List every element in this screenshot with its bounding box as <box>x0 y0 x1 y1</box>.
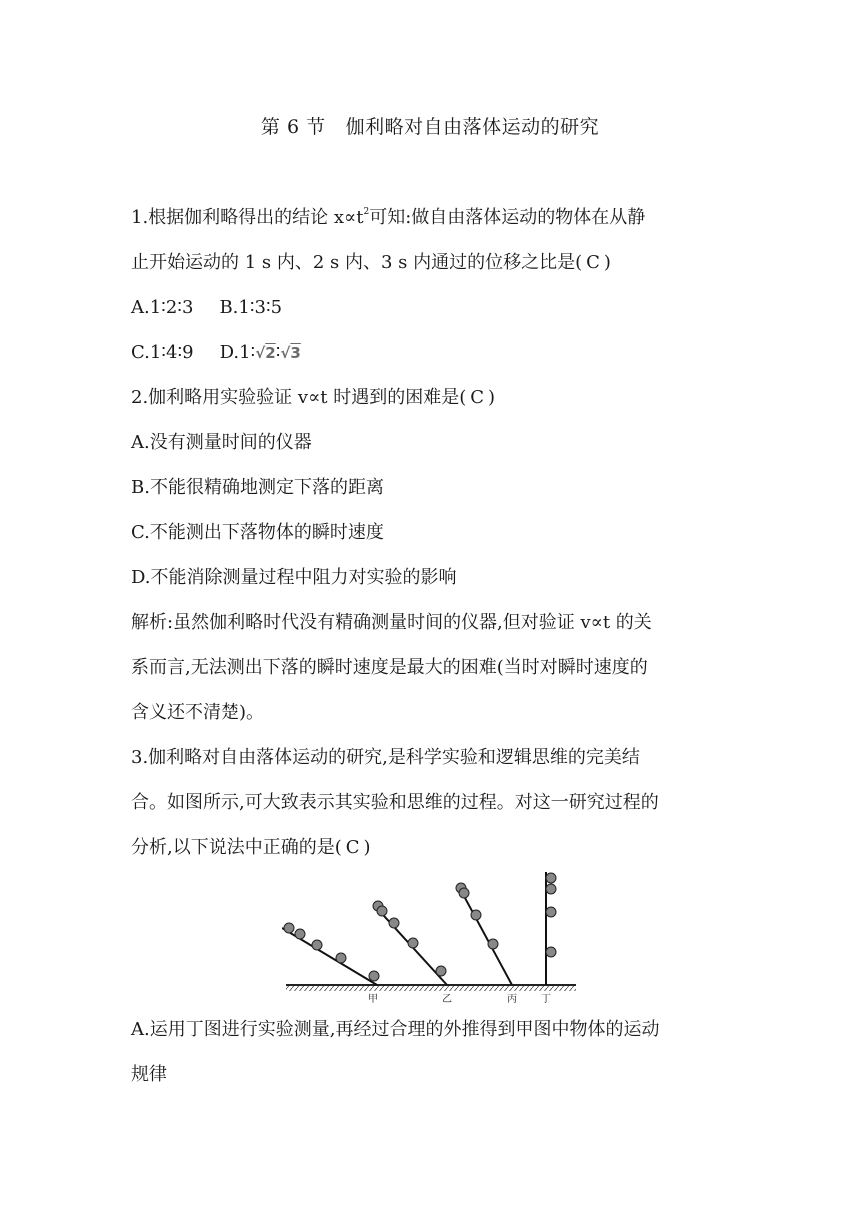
q1-option-a: A.1∶2∶3 <box>131 297 194 318</box>
incline-bing <box>458 885 512 985</box>
q2-analysis-line2: 系而言,无法测出下落的瞬时速度是最大的困难(当时对瞬时速度的 <box>131 657 648 678</box>
section-number: 第 6 节 <box>260 116 326 138</box>
q1-options-ab <box>131 296 282 320</box>
ball <box>471 910 481 920</box>
inclined-plane-figure <box>282 868 582 1008</box>
q2-option-d: D.不能消除测量过程中阻力对实验的影响 <box>131 567 457 588</box>
sqrt3-symbol: √3 <box>280 344 301 362</box>
ball <box>312 940 322 950</box>
q3-answer: C <box>345 837 360 858</box>
balls-bing <box>456 883 498 949</box>
q1-stem-line1: 1.根据伽利略得出的结论 $x\propto t^2$可知:做自由落体运动的物体在从静 <box>131 207 646 228</box>
ball <box>377 906 387 916</box>
ball <box>459 888 469 898</box>
q2-option-b: B.不能很精确地测定下落的距离 <box>131 477 384 498</box>
page-title <box>0 112 860 139</box>
q3-stem-line1: 3.伽利略对自由落体运动的研究,是科学实验和逻辑思维的完美结 <box>131 747 640 768</box>
q1-option-c: C.1∶4∶9 <box>131 342 194 363</box>
q1-option-d: D.1∶√2∶√3 <box>219 342 301 363</box>
ball <box>284 923 294 933</box>
ball <box>546 947 556 957</box>
label-bing: 丙 <box>507 994 517 1005</box>
label-jia: 甲 <box>368 994 378 1005</box>
label-ding: 丁 <box>541 994 551 1005</box>
q1-option-b: B.1∶3∶5 <box>219 297 283 318</box>
q2-option-a: A.没有测量时间的仪器 <box>131 432 312 453</box>
ball <box>546 907 556 917</box>
balls-jia <box>284 923 379 981</box>
ball <box>369 971 379 981</box>
q2-option-c: C.不能测出下落物体的瞬时速度 <box>131 522 384 543</box>
ball <box>408 938 418 948</box>
ball <box>295 929 305 939</box>
ball <box>389 918 399 928</box>
sqrt2-symbol: √2 <box>255 344 276 362</box>
q2-analysis-line3: 含义还不清楚)。 <box>131 702 265 723</box>
ball <box>436 966 446 976</box>
q3-stem-line3: 分析,以下说法中正确的是( C ) <box>131 837 371 858</box>
q2-stem: 2.伽利略用实验验证 v∝t 时遇到的困难是( C ) <box>131 387 496 408</box>
q1-options-cd <box>131 341 301 365</box>
ball <box>488 939 498 949</box>
ball <box>336 953 346 963</box>
q1-answer: C <box>586 252 600 273</box>
ball <box>546 873 556 883</box>
q2-answer: C <box>470 387 485 408</box>
q3-stem-line2: 合。如图所示,可大致表示其实验和思维的过程。对这一研究过程的 <box>131 792 659 813</box>
ball <box>546 884 556 894</box>
balls-yi <box>373 901 446 976</box>
section-name: 伽利略对自由落体运动的研究 <box>345 116 600 138</box>
q3-option-a-line1: A.运用丁图进行实验测量,再经过合理的外推得到甲图中物体的运动 <box>131 1019 660 1040</box>
label-yi: 乙 <box>442 994 452 1005</box>
q1-stem-line2: 止开始运动的 1 s 内、2 s 内、3 s 内通过的位移之比是( C ) <box>131 252 611 273</box>
q3-option-a-line2: 规律 <box>131 1064 167 1085</box>
balls-ding <box>546 873 556 957</box>
q2-analysis-line1: 解析:虽然伽利略时代没有精确测量时间的仪器,但对验证 v∝t 的关 <box>131 612 652 633</box>
